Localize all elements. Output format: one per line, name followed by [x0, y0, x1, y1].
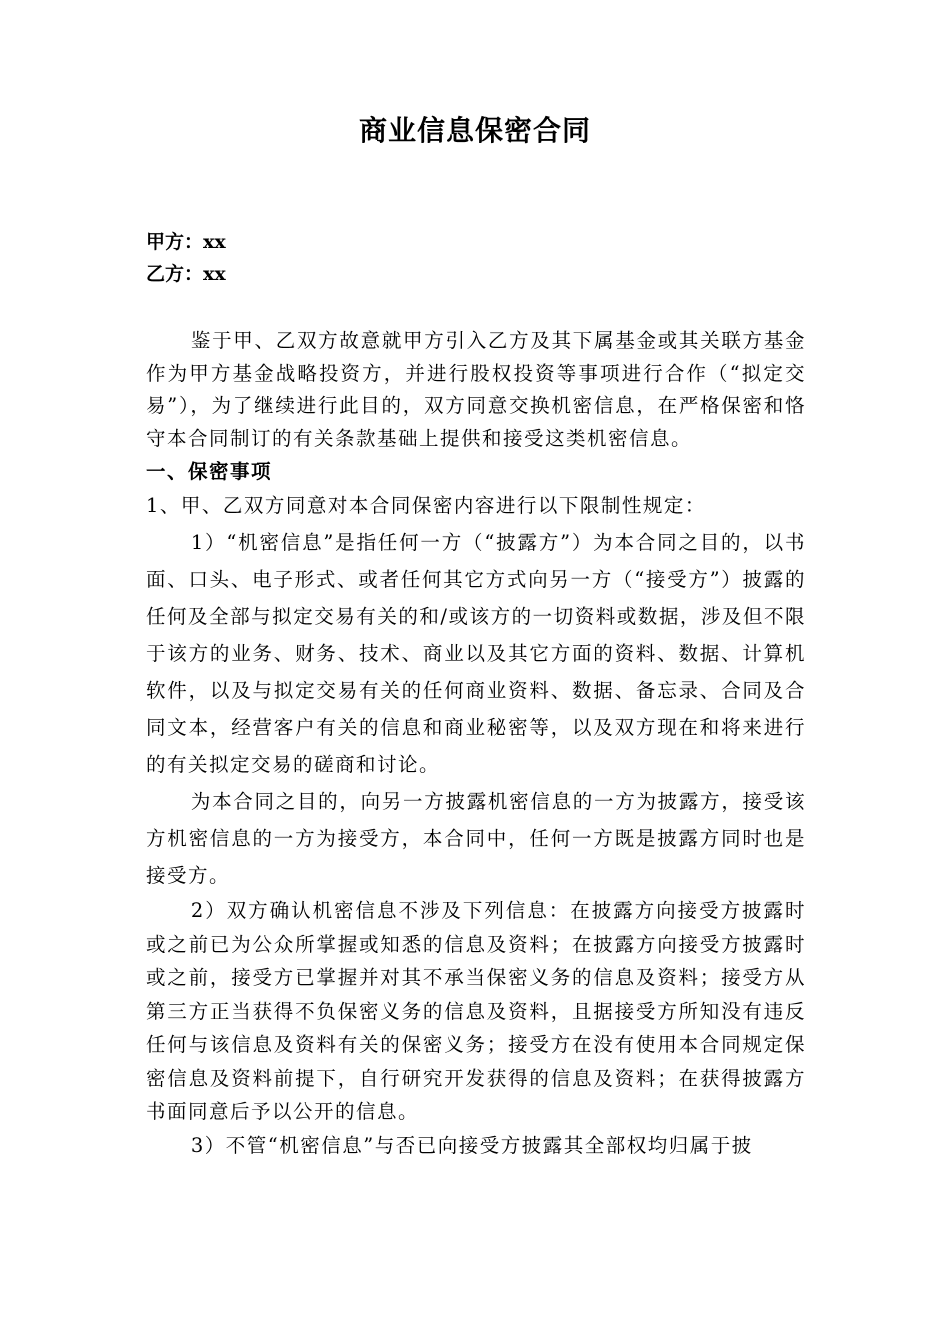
- clause-item-1: 1）“机密信息”是指任何一方（“披露方”）为本合同之目的，以书面、口头、电子形式、或者任何其它方式向另一方（“接受方”）披露的任何及全部与拟定交易有关的和/或该方的一切资料或数据，涉及但不限于该方的业务、财务、技术、商业以及其它方面的资料、数据、计算机软件，以及与拟定交易有关的任何商业资料、数据、备忘录、合同及合同文本，经营客户有关的信息和商业秘密等，以及双方现在和将来进行的有关拟定交易的磋商和讨论。: [146, 531, 806, 776]
- clause-intro: 1、甲、乙双方同意对本合同保密内容进行以下限制性规定：: [146, 494, 706, 517]
- document-title: 商业信息保密合同: [358, 114, 591, 147]
- section-heading: 一、保密事项: [146, 460, 273, 483]
- clause-item-2: 2）双方确认机密信息不涉及下列信息：在披露方向接受方披露时或之前已为公众所掌握或知悉的信息及资料；在披露方向接受方披露时或之前，接受方已掌握并对其不承当保密义务的信息及资料；接受方从第三方正当获得不负保密义务的信息及资料，且据接受方所知没有违反任何与该信息及资料有关的保密义务；接受方在没有使用本合同规定保密信息及资料前提下，自行研究开发获得的信息及资料；在获得披露方书面同意后予以公开的信息。: [146, 899, 806, 1123]
- clause-item-3: 3）不管“机密信息”与否已向接受方披露其全部权均归属于披: [190, 1133, 753, 1157]
- preamble-paragraph: 鉴于甲、乙双方故意就甲方引入乙方及其下属基金或其关联方基金作为甲方基金战略投资方，并进行股权投资等事项进行合作（“拟定交易”），为了继续进行此目的，双方同意交换机密信息，在严格保密和恪守本合同制订的有关条款基础上提供和接受这类机密信息。: [146, 329, 806, 450]
- clause-item-1-note: 为本合同之目的，向另一方披露机密信息的一方为披露方，接受该方机密信息的一方为接受方，本合同中，任何一方既是披露方同时也是接受方。: [146, 790, 806, 887]
- party-b-line: 乙方：xx: [146, 263, 226, 285]
- parties-block: [146, 226, 806, 290]
- party-a-line: 甲方：xx: [146, 231, 226, 253]
- contract-body: [146, 325, 806, 1162]
